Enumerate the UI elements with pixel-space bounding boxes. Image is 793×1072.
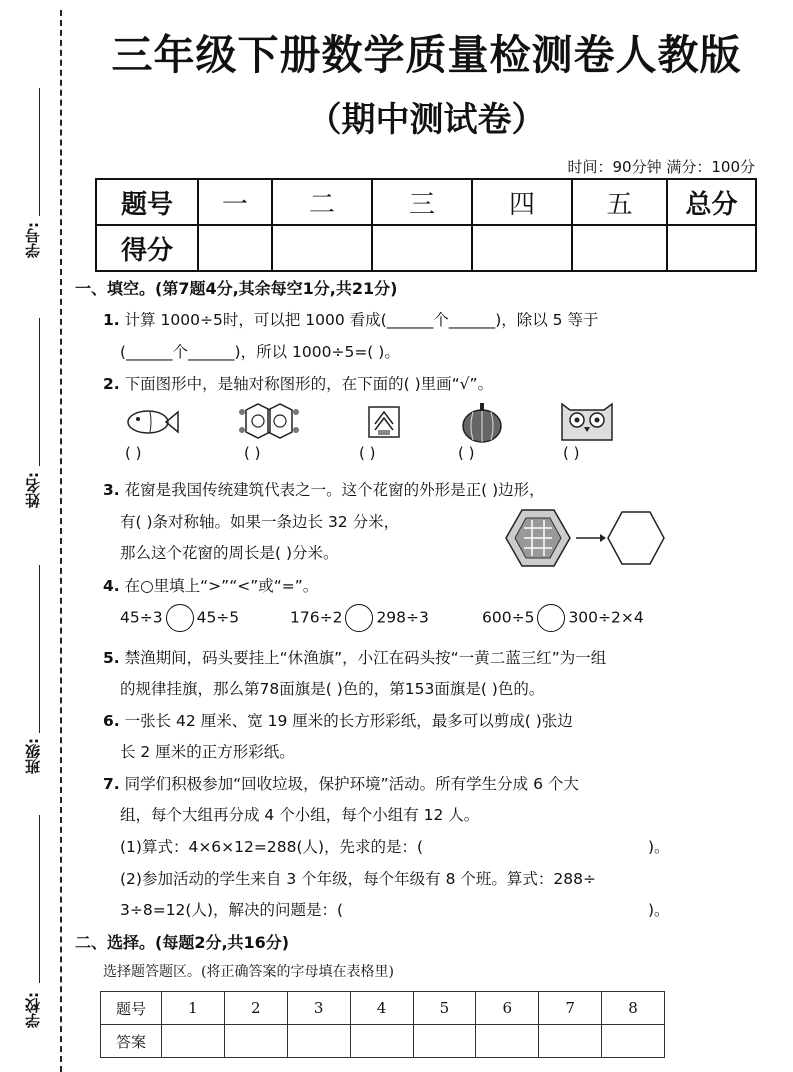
question-number-cell: 3 [287, 992, 350, 1025]
question-number: 6. [103, 712, 120, 730]
question-text: 计算 1000÷5时，可以把 1000 看成(______个______)，除以 5 等于 [124, 311, 599, 329]
question-number: 4. [103, 577, 120, 595]
answer-paren-1[interactable]: ( ) [125, 444, 142, 462]
score-cell[interactable] [472, 225, 572, 271]
question-number-cell: 7 [539, 992, 602, 1025]
page-title: 三年级下册数学质量检测卷人教版 [111, 31, 742, 79]
question-7-sub2-line2: 3÷8=12(人)，解决的问题是：( [120, 901, 344, 919]
question-6-line1 [103, 709, 573, 731]
answer-paren-5[interactable]: ( ) [563, 444, 580, 462]
score-header-cell: 三 [372, 179, 472, 225]
question-number: 3. [103, 481, 120, 499]
flower-window-figure-icon [504, 506, 668, 570]
score-cell[interactable] [198, 225, 272, 271]
school-line[interactable] [39, 815, 40, 983]
question-number-cell: 2 [224, 992, 287, 1025]
answer-cell[interactable] [224, 1025, 287, 1058]
compare-circle[interactable] [345, 604, 373, 632]
question-7-line1 [103, 772, 579, 794]
question-text: 花窗是我国传统建筑代表之一。这个花窗的外形是正( )边形， [124, 481, 545, 499]
section1-title: 一、填空。(第7题4分,其余每空1分,共21分) [75, 279, 398, 298]
class-line[interactable] [39, 565, 40, 733]
question-3-line1 [103, 478, 545, 500]
question-4 [103, 574, 318, 596]
compare-left: 600÷5 [482, 608, 535, 627]
name-line[interactable] [39, 318, 40, 466]
score-cell[interactable] [667, 225, 756, 271]
answer-table-number-row [101, 992, 665, 1025]
question-number-cell: 1 [162, 992, 225, 1025]
question-7-sub1: (1)算式：4×6×12=288(人)，先求的是：( [120, 838, 424, 856]
question-number: 7. [103, 775, 120, 793]
question-number-cell: 6 [476, 992, 539, 1025]
question-number: 2. [103, 375, 120, 393]
answer-row-label: 答案 [101, 1025, 162, 1058]
question-text: 一张长 42 厘米、宽 19 厘米的长方形彩纸，最多可以剪成( )张边 [124, 712, 573, 730]
score-cell[interactable] [272, 225, 372, 271]
pumpkin-figure-icon [460, 400, 504, 444]
owl-figure-icon [556, 400, 618, 444]
score-row-label: 得分 [96, 225, 198, 271]
linked-hexagons-figure-icon [236, 402, 302, 442]
question-2 [103, 372, 493, 394]
arrow-square-figure-icon [366, 404, 402, 440]
answer-paren-3[interactable]: ( ) [359, 444, 376, 462]
compare-left: 45÷3 [120, 608, 163, 627]
score-table-header-row [96, 179, 756, 225]
answer-table-answer-row [101, 1025, 665, 1058]
question-1-line2: (______个______)，所以 1000÷5=( )。 [120, 343, 400, 361]
compare-item-1 [120, 604, 239, 632]
page-subtitle: （期中测试卷） [307, 100, 546, 140]
score-cell[interactable] [372, 225, 472, 271]
question-text: 在○里填上“>”“<”或“=”。 [124, 577, 319, 595]
student-no-label: 学号: [24, 222, 42, 258]
question-7-line2: 组，每个大组再分成 4 个小组，每个小组有 12 人。 [120, 806, 480, 824]
question-3-line2: 有( )条对称轴。如果一条边长 32 分米， [120, 513, 400, 531]
answer-cell[interactable] [350, 1025, 413, 1058]
answer-cell[interactable] [476, 1025, 539, 1058]
question-7-sub2-close: )。 [648, 901, 670, 919]
answer-row-label: 题号 [101, 992, 162, 1025]
name-label: 姓名: [24, 472, 42, 508]
question-7-sub1-close: )。 [648, 838, 670, 856]
question-number-cell: 8 [602, 992, 665, 1025]
question-5-line2: 的规律挂旗，那么第78面旗是( )色的，第153面旗是( )色的。 [120, 680, 545, 698]
answer-paren-4[interactable]: ( ) [458, 444, 475, 462]
compare-right: 45÷5 [196, 608, 240, 627]
question-3-line3: 那么这个花窗的周长是( )分米。 [120, 544, 339, 562]
school-label: 学校: [24, 992, 42, 1028]
score-header-cell: 题号 [96, 179, 198, 225]
answer-cell[interactable] [413, 1025, 476, 1058]
question-text: 禁渔期间，码头要挂上“休渔旗”，小江在码头按“一黄二蓝三红”为一组 [124, 649, 607, 667]
score-header-cell: 总分 [667, 179, 756, 225]
score-table [95, 178, 757, 272]
answer-cell[interactable] [287, 1025, 350, 1058]
compare-right: 298÷3 [376, 608, 429, 627]
question-6-line2: 长 2 厘米的正方形彩纸。 [120, 743, 295, 761]
question-5-line1 [103, 646, 606, 668]
compare-right: 300÷2×4 [568, 608, 644, 627]
answer-paren-2[interactable]: ( ) [244, 444, 261, 462]
compare-item-2 [290, 604, 429, 632]
answer-cell[interactable] [602, 1025, 665, 1058]
question-number-cell: 4 [350, 992, 413, 1025]
score-header-cell: 二 [272, 179, 372, 225]
score-header-cell: 一 [198, 179, 272, 225]
fish-figure-icon [122, 402, 182, 442]
compare-circle[interactable] [537, 604, 565, 632]
question-number: 5. [103, 649, 120, 667]
question-text: 下面图形中，是轴对称图形的，在下面的( )里画“√”。 [124, 375, 494, 393]
question-number-cell: 5 [413, 992, 476, 1025]
section2-title: 二、选择。(每题2分,共16分) [75, 933, 290, 952]
question-7-sub2-line1: (2)参加活动的学生来自 3 个年级，每个年级有 8 个班。算式：288÷ [120, 870, 596, 888]
compare-left: 176÷2 [290, 608, 343, 627]
section2-note: 选择题答题区。(将正确答案的字母填在表格里) [103, 964, 394, 980]
question-number: 1. [103, 311, 120, 329]
compare-circle[interactable] [166, 604, 194, 632]
class-label: 班级: [24, 738, 42, 774]
score-table-score-row [96, 225, 756, 271]
compare-item-3 [482, 604, 644, 632]
question-text: 同学们积极参加“回收垃圾，保护环境”活动。所有学生分成 6 个大 [124, 775, 579, 793]
score-header-cell: 五 [572, 179, 667, 225]
binding-dashed-line [60, 10, 62, 1072]
answer-table [100, 991, 665, 1058]
score-header-cell: 四 [472, 179, 572, 225]
score-cell[interactable] [572, 225, 667, 271]
time-info: 时间：90分钟 满分：100分 [567, 158, 755, 176]
answer-cell[interactable] [162, 1025, 225, 1058]
question-1-line1 [103, 308, 598, 330]
answer-cell[interactable] [539, 1025, 602, 1058]
